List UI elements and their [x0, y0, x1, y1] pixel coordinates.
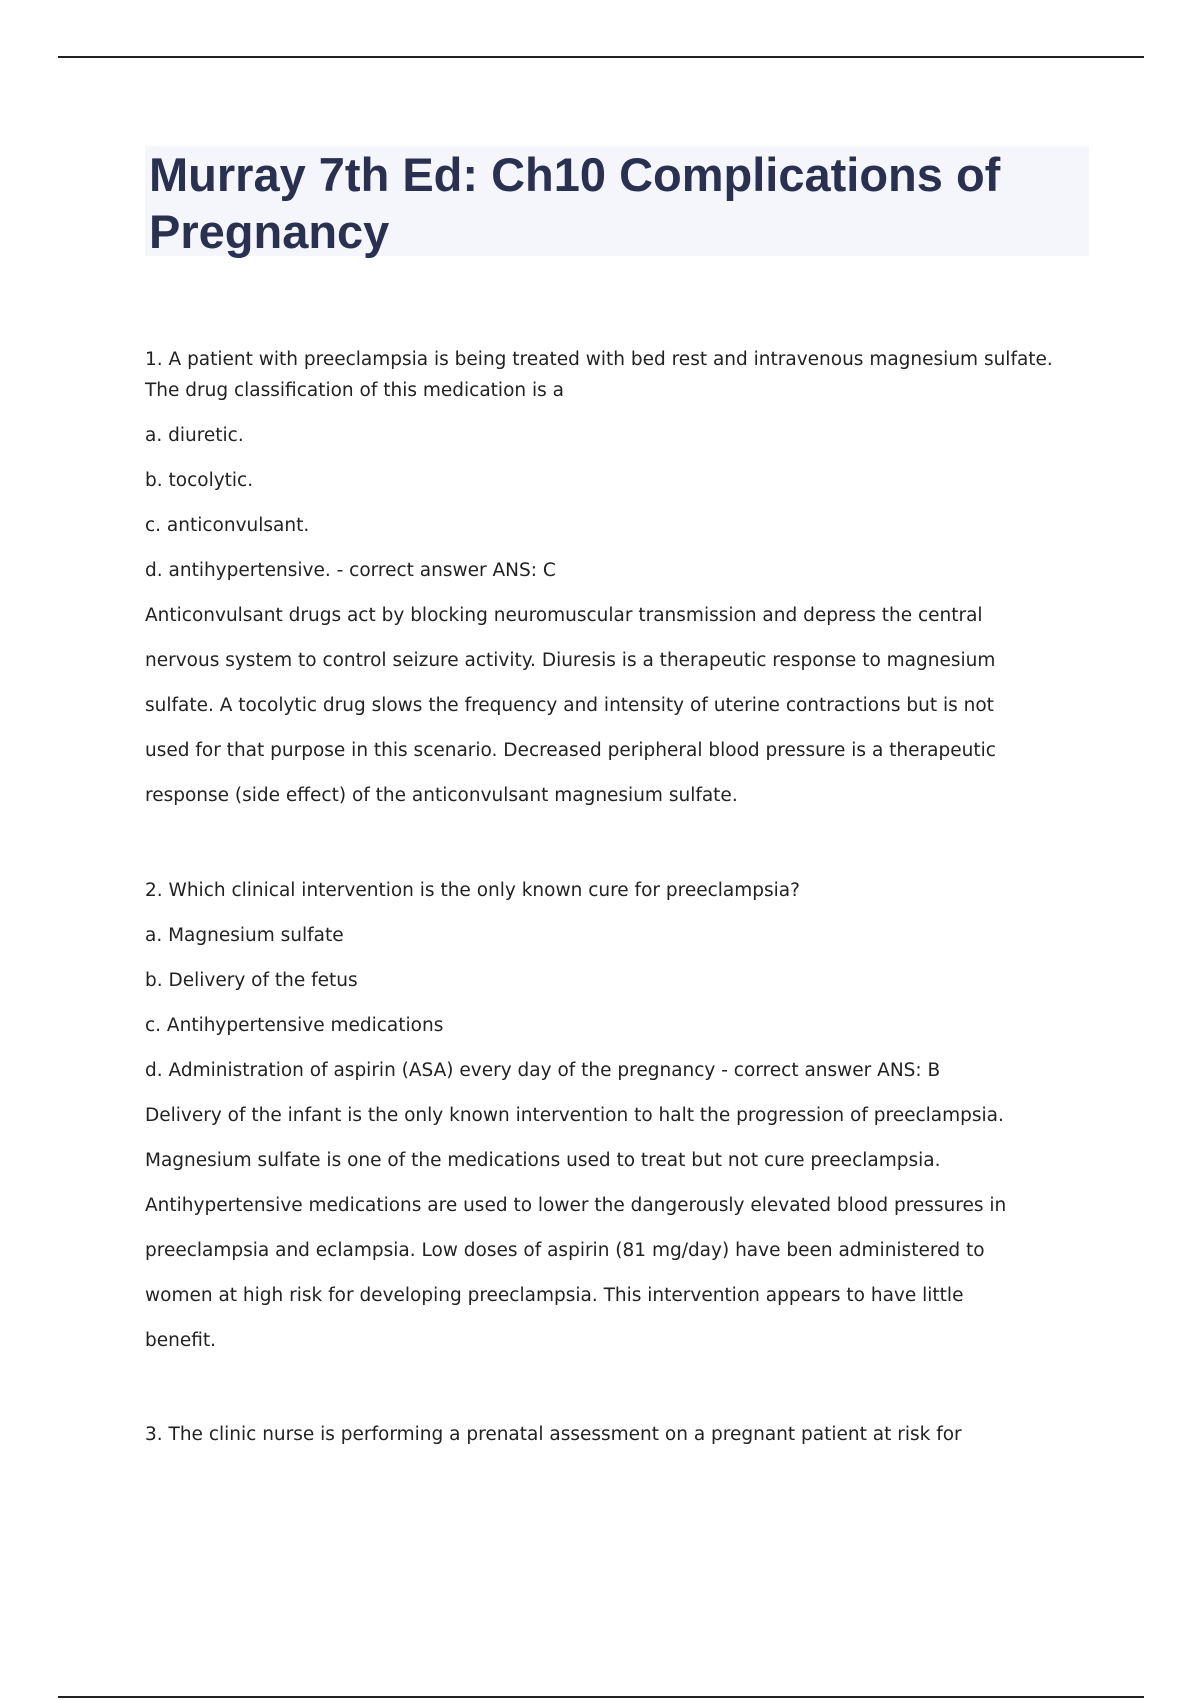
top-rule [58, 56, 1144, 58]
question-2-explanation-line: Delivery of the infant is the only known intervention to halt the progression of preeclampsia. [145, 1105, 1004, 1126]
question-1-stem: 1. A patient with preeclampsia is being treated with bed rest and intravenous magnesium sulfate. The drug classification of this medication is a [145, 349, 1053, 401]
question-2-option-d: d. Administration of aspirin (ASA) every day of the pregnancy - correct answer ANS: B [145, 1060, 941, 1081]
document-title: Murray 7th Ed: Ch10 Complications of Pregnancy [149, 148, 1001, 258]
question-2-option-c: c. Antihypertensive medications [145, 1015, 444, 1036]
question-2-option-b: b. Delivery of the fetus [145, 970, 358, 991]
question-2-explanation-line: Magnesium sulfate is one of the medications used to treat but not cure preeclampsia. [145, 1150, 941, 1171]
question-1-option-a: a. diuretic. [145, 425, 244, 446]
bottom-rule [58, 1696, 1144, 1698]
question-2-option-a: a. Magnesium sulfate [145, 925, 344, 946]
question-3-stem: 3. The clinic nurse is performing a prenatal assessment on a pregnant patient at risk for [145, 1424, 962, 1445]
question-2-explanation-line: women at high risk for developing preeclampsia. This intervention appears to have little [145, 1285, 964, 1306]
question-2-explanation-line: benefit. [145, 1330, 217, 1351]
question-1-explanation-line: sulfate. A tocolytic drug slows the frequency and intensity of uterine contractions but is not [145, 695, 994, 716]
question-2-stem: 2. Which clinical intervention is the only known cure for preeclampsia? [145, 880, 800, 901]
question-1-explanation-line: response (side effect) of the anticonvulsant magnesium sulfate. [145, 785, 738, 806]
question-1-explanation-line: nervous system to control seizure activity. Diuresis is a therapeutic response to magnesium [145, 650, 996, 671]
question-1 [145, 344, 1065, 818]
question-2-explanation-line: Antihypertensive medications are used to lower the dangerously elevated blood pressures in [145, 1195, 1007, 1216]
question-3 [145, 1412, 1065, 1457]
question-1-explanation-line: Anticonvulsant drugs act by blocking neuromuscular transmission and depress the central [145, 605, 983, 626]
question-1-option-d: d. antihypertensive. - correct answer ANS: C [145, 560, 556, 581]
question-1-option-c: c. anticonvulsant. [145, 515, 310, 536]
question-1-explanation-line: used for that purpose in this scenario. Decreased peripheral blood pressure is a therapeutic [145, 740, 996, 761]
question-1-option-b: b. tocolytic. [145, 470, 254, 491]
question-2 [145, 868, 1065, 1363]
title-block [145, 146, 1089, 256]
question-2-explanation-line: preeclampsia and eclampsia. Low doses of aspirin (81 mg/day) have been administered to [145, 1240, 985, 1261]
